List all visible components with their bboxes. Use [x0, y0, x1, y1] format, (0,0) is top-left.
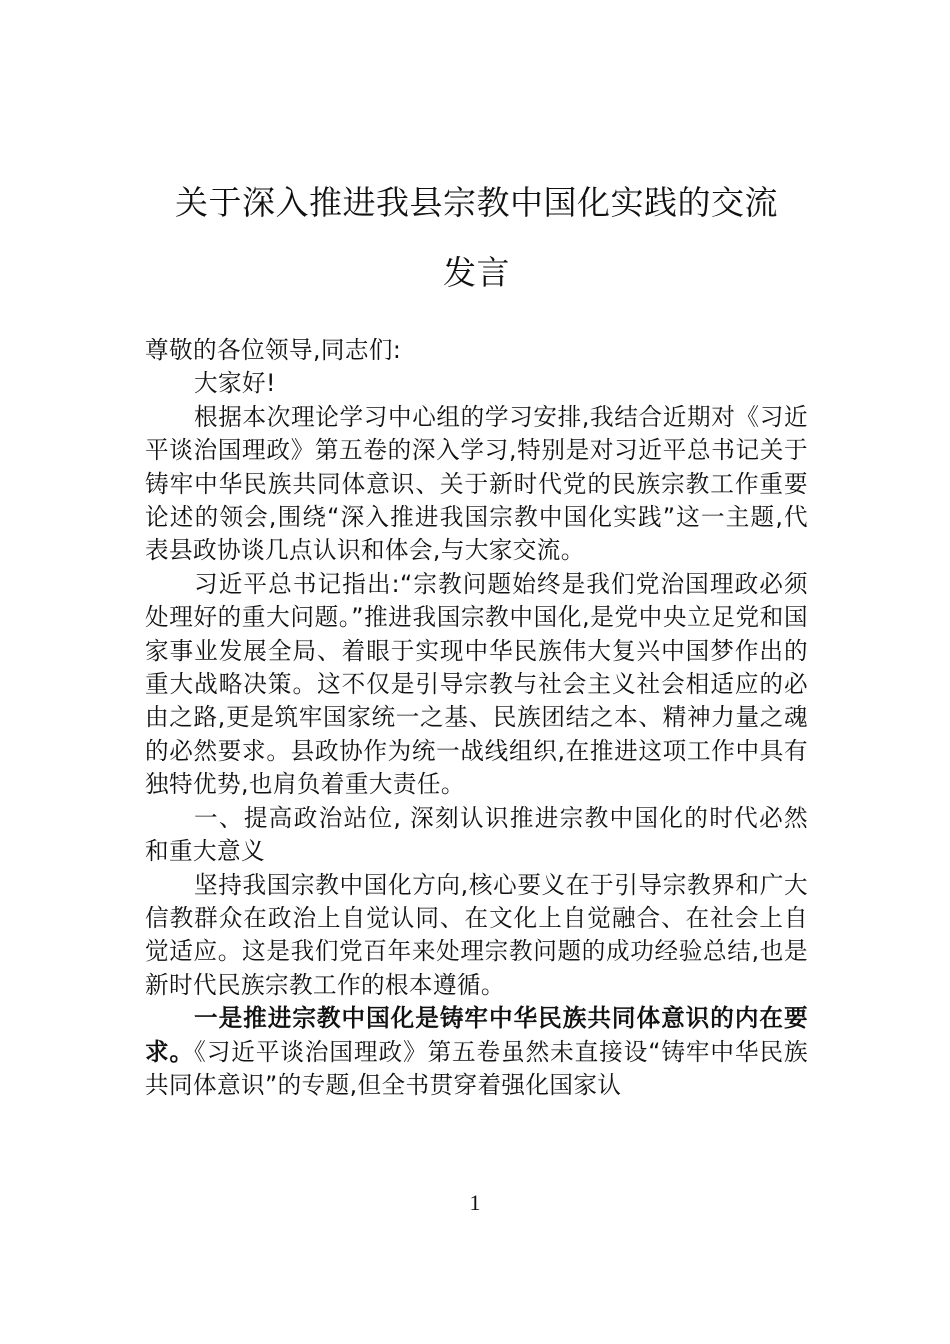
page-number: 1	[469, 1190, 481, 1215]
point-1-bold-lead: 一是推进宗教中国化是铸牢中华民族共同体意识的内在要求。	[145, 1004, 808, 1066]
title-line-2: 发言	[443, 253, 510, 292]
title-line-1: 关于深入推进我县宗教中国化实践的交流	[175, 183, 778, 222]
document-body	[145, 334, 808, 1102]
greeting: 大家好!	[194, 369, 276, 398]
point-1-text: 《习近平谈治国理政》第五卷虽然未直接设“铸牢中华民族共同体意识”的专题,但全书贯穿着强化国家认	[145, 1037, 808, 1099]
intro-paragraph: 根据本次理论学习中心组的学习安排,我结合近期对《习近平谈治国理政》第五卷的深入学习,特别是对习近平总书记关于铸牢中华民族共同体意识、关于新时代党的民族宗教工作重要论述的领会,围绕“深入推进我国宗教中国化实践”这一主题,代表县政协谈几点认识和体会,与大家交流。	[145, 402, 808, 565]
section-1-paragraph: 坚持我国宗教中国化方向,核心要义在于引导宗教界和广大信教群众在政治上自觉认同、在文化上自觉融合、在社会上自觉适应。这是我们党百年来处理宗教问题的成功经验总结,也是新时代民族宗教工作的根本遵循。	[145, 870, 808, 999]
section-1-heading: 一、提高政治站位, 深刻认识推进宗教中国化的时代必然和重大意义	[145, 803, 808, 866]
document-title	[145, 168, 808, 308]
salutation: 尊敬的各位领导,同志们:	[145, 336, 402, 364]
section-1-point-1	[145, 1002, 808, 1102]
quote-paragraph: 习近平总书记指出:“宗教问题始终是我们党治国理政必须处理好的重大问题。”推进我国宗教中国化,是党中央立足党和国家事业发展全局、着眼于实现中华民族伟大复兴中国梦作出的重大战略决策。这不仅是引导宗教与社会主义社会相适应的必由之路,更是筑牢国家统一之基、民族团结之本、精神力量之魂的必然要求。县政协作为统一战线组织,在推进这项工作中具有独特优势,也肩负着重大责任。	[145, 569, 808, 799]
